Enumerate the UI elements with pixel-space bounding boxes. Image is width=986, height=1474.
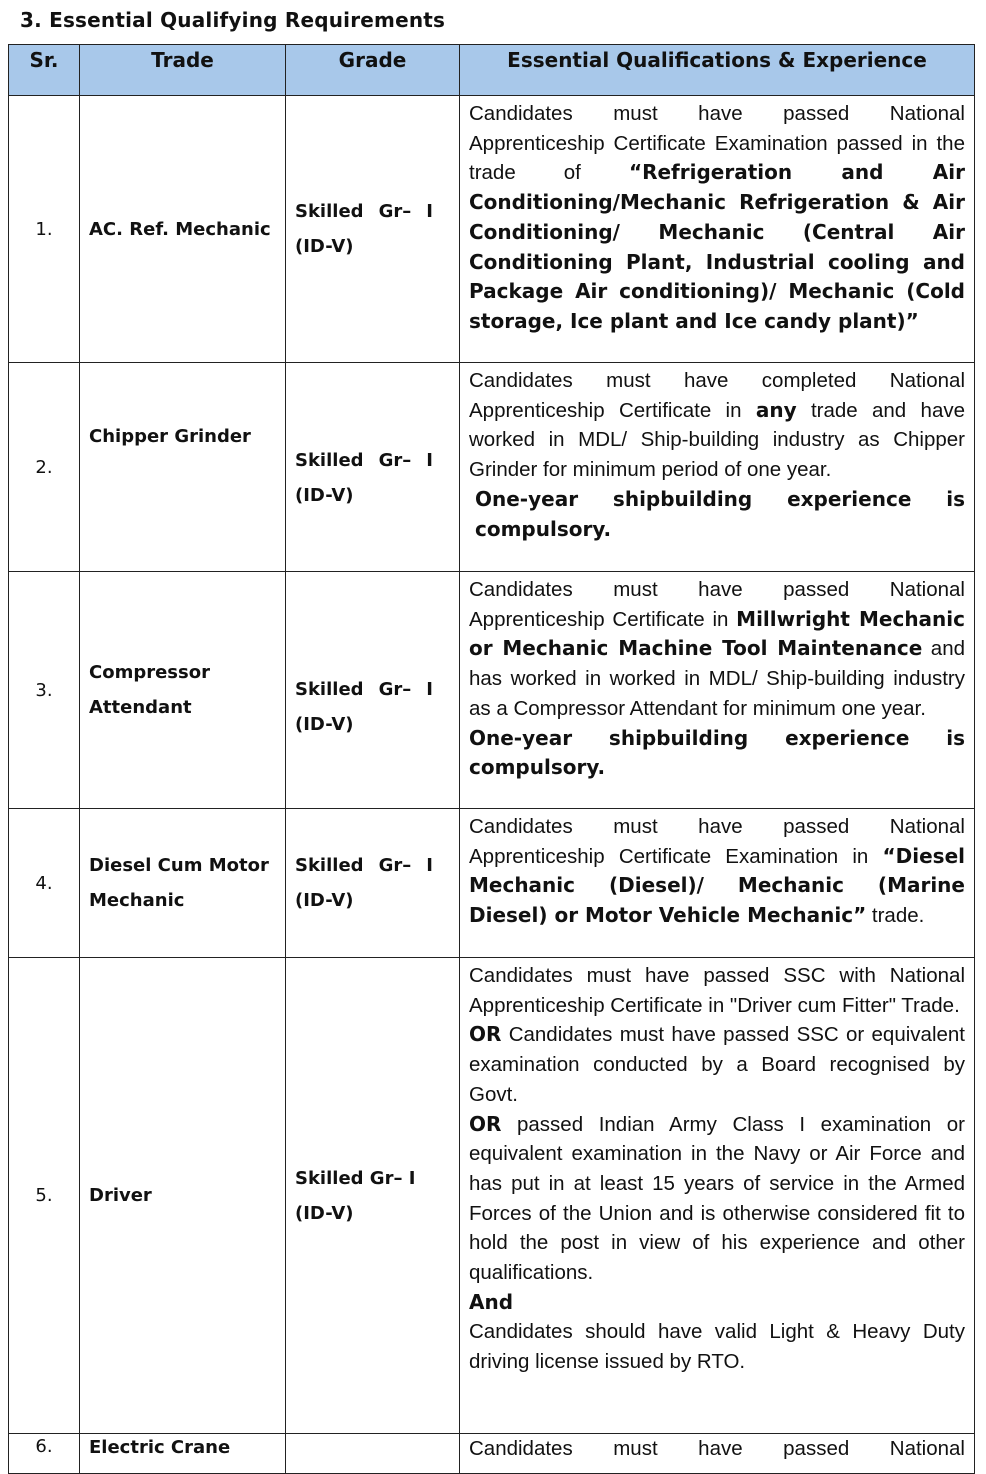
sr-cell: 2. xyxy=(9,363,80,572)
trade-cell: Diesel Cum Motor Mechanic xyxy=(80,809,286,958)
trade-cell: AC. Ref. Mechanic xyxy=(80,96,286,363)
table-row xyxy=(9,1434,975,1474)
grade-level: (ID-V) xyxy=(295,714,354,735)
header-sr: Sr. xyxy=(9,45,80,96)
grade-label: Skilled xyxy=(295,201,364,222)
grade-cell: Skilled Gr– I (ID-V) xyxy=(286,572,460,809)
sr-cell: 4. xyxy=(9,809,80,958)
table-row xyxy=(9,572,975,809)
qualification-cell: Candidates must have passed National Apprenticeship Certificate Examination passed in the trade of “Refrigeration and Air Conditioning/Mechanic Refrigeration & Air Conditioning/ Mechanic (Central Air Conditioning Plant, Industrial cooling and Package Air conditioning)/ Mechanic (Cold storage, Ice plant and Ice candy plant)” xyxy=(460,96,975,363)
header-qualifications: Essential Qualifications & Experience xyxy=(460,45,975,96)
header-trade: Trade xyxy=(80,45,286,96)
grade-cell: Skilled Gr– I (ID-V) xyxy=(286,363,460,572)
grade-label: Skilled Gr– I xyxy=(295,1167,416,1189)
grade-level: (ID-V) xyxy=(295,485,354,506)
header-grade: Grade xyxy=(286,45,460,96)
grade-cell xyxy=(286,958,460,1434)
qualification-cell: Candidates must have completed National Apprenticeship Certificate in any trade and have worked in MDL/ Ship-building industry as Chipper Grinder for minimum period of one year. One-year shipbuilding experience is compulsory. xyxy=(460,363,975,572)
table-row xyxy=(9,809,975,958)
grade-level: (ID-V) xyxy=(295,890,354,911)
trade-cell: Electric Crane xyxy=(80,1434,286,1474)
trade-cell: Chipper Grinder xyxy=(80,363,286,572)
table-row xyxy=(9,96,975,363)
qualification-cell: Candidates must have passed SSC with National Apprenticeship Certificate in "Driver cum Fitter" Trade. OR Candidates must have passed SSC or equivalent examination conducted by a Board recognised by Govt. OR passed Indian Army Class I examination or equivalent examination in the Navy or Air Force and has put in at least 15 years of service in the Armed Forces of the Union and is otherwise considered fit to hold the post in view of his experience and other qualifications. And Candidates should have valid Light & Heavy Duty driving license issued by RTO. xyxy=(460,958,975,1434)
qualification-cell: Candidates must have passed National Apprenticeship Certificate in Millwright Mechanic or Mechanic Machine Tool Maintenance and has worked in worked in MDL/ Ship-building industry as a Compressor Attendant for minimum one year. One-year shipbuilding experience is compulsory. xyxy=(460,572,975,809)
trade-cell: Driver xyxy=(80,958,286,1434)
qualification-cell: Candidates must have passed National xyxy=(460,1434,975,1474)
grade-level: (ID-V) xyxy=(295,1202,354,1224)
grade-cell: Skilled Gr– I (ID-V) xyxy=(286,96,460,363)
qualification-cell: Candidates must have passed National Apprenticeship Certificate Examination in “Diesel Mechanic (Diesel)/ Mechanic (Marine Diesel) or Motor Vehicle Mechanic” trade. xyxy=(460,809,975,958)
sr-cell: 3. xyxy=(9,572,80,809)
trade-cell: Compressor Attendant xyxy=(80,572,286,809)
requirements-table xyxy=(8,44,975,1474)
sr-cell: 6. xyxy=(9,1434,80,1474)
sr-cell: 5. xyxy=(9,958,80,1434)
grade-cell xyxy=(286,1434,460,1474)
table-row xyxy=(9,363,975,572)
sr-cell: 1. xyxy=(9,96,80,363)
grade-level: (ID-V) xyxy=(295,236,354,257)
section-heading: 3. Essential Qualifying Requirements xyxy=(20,8,446,32)
grade-cell: Skilled Gr– I (ID-V) xyxy=(286,809,460,958)
table-header-row xyxy=(9,45,975,96)
table-row xyxy=(9,958,975,1434)
